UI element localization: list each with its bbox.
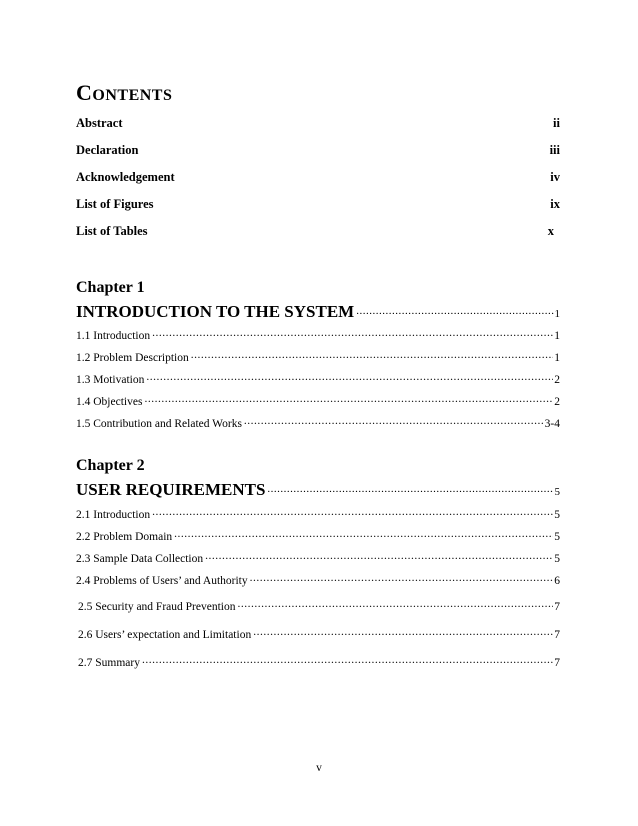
leader-dots (237, 598, 553, 610)
title-initial: C (76, 80, 93, 105)
toc-entry-abstract[interactable] (76, 116, 560, 131)
toc-entry[interactable] (78, 626, 560, 641)
toc-label: INTRODUCTION TO THE SYSTEM (76, 302, 355, 321)
toc-page: iii (549, 143, 560, 157)
toc-label: 2.6 Users’ expectation and Limitation (78, 628, 252, 641)
leader-dots (152, 327, 553, 339)
toc-page: 7 (554, 600, 560, 613)
toc-page: 7 (554, 628, 560, 641)
leader-dots (250, 572, 554, 584)
toc-label: 2.3 Sample Data Collection (76, 552, 204, 565)
toc-page: 2 (554, 395, 560, 408)
toc-label: List of Tables (76, 224, 148, 238)
toc-label: 2.7 Summary (78, 656, 140, 669)
toc-page: 6 (554, 574, 560, 587)
toc-entry[interactable] (76, 572, 560, 587)
toc-entry[interactable] (78, 654, 560, 669)
toc-label: 1.4 Objectives (76, 395, 143, 408)
leader-dots (267, 484, 553, 495)
toc-entry[interactable] (76, 327, 560, 342)
chapter-1-label: Chapter 1 (76, 279, 145, 296)
page-number: v (316, 762, 322, 774)
toc-label: 2.5 Security and Fraud Prevention (78, 600, 236, 613)
toc-page: 1 (554, 351, 560, 364)
toc-entry-chapter-1-title[interactable] (76, 302, 560, 322)
toc-page: 7 (554, 656, 560, 669)
toc-entry-list-of-tables[interactable] (76, 224, 560, 239)
toc-page: 5 (554, 508, 560, 521)
leader-dots (146, 371, 553, 383)
leader-dots (356, 306, 553, 317)
toc-page: iv (550, 170, 560, 184)
toc-entry[interactable] (76, 393, 560, 408)
leader-dots (244, 415, 544, 427)
toc-page: 1 (554, 329, 560, 342)
toc-label: 2.2 Problem Domain (76, 530, 173, 543)
toc-label: USER REQUIREMENTS (76, 480, 266, 499)
toc-page: 3-4 (544, 417, 560, 430)
toc-entry[interactable] (76, 506, 560, 521)
chapter-2-label: Chapter 2 (76, 457, 145, 474)
toc-label: 1.3 Motivation (76, 373, 145, 386)
title-rest: ONTENTS (92, 87, 173, 104)
toc-entry[interactable] (76, 550, 560, 565)
toc-label: List of Figures (76, 197, 154, 211)
toc-entry-declaration[interactable] (76, 143, 560, 158)
leader-dots (205, 550, 553, 562)
leader-dots (142, 654, 553, 666)
toc-page: 5 (554, 530, 560, 543)
leader-dots (174, 528, 553, 540)
leader-dots (253, 626, 553, 638)
toc-page: ii (553, 116, 560, 130)
toc-label: 1.1 Introduction (76, 329, 151, 342)
toc-label: Abstract (76, 116, 123, 130)
leader-dots (144, 393, 553, 405)
toc-entry-acknowledgement[interactable] (76, 170, 560, 185)
toc-entry[interactable] (76, 371, 560, 386)
toc-label: 2.4 Problems of Users’ and Authority (76, 574, 248, 587)
toc-page: 5 (554, 552, 560, 565)
toc-label: Acknowledgement (76, 170, 175, 184)
toc-label: Declaration (76, 143, 139, 157)
toc-label: 2.1 Introduction (76, 508, 151, 521)
toc-entry[interactable] (76, 349, 560, 364)
toc-label: 1.5 Contribution and Related Works (76, 417, 242, 430)
toc-page: x (547, 224, 554, 238)
toc-label: 1.2 Problem Description (76, 351, 189, 364)
toc-entry-list-of-figures[interactable] (76, 197, 560, 212)
toc-entry[interactable] (76, 528, 560, 543)
leader-dots (191, 349, 554, 361)
toc-page: ix (550, 197, 560, 211)
toc-page: 5 (554, 486, 560, 498)
toc-page: 1 (554, 308, 560, 320)
toc-entry-chapter-2-title[interactable] (76, 480, 560, 500)
leader-dots (152, 506, 553, 518)
toc-entry[interactable] (78, 598, 560, 613)
toc-page: 2 (554, 373, 560, 386)
page-title (76, 80, 172, 106)
toc-entry[interactable] (76, 415, 560, 430)
